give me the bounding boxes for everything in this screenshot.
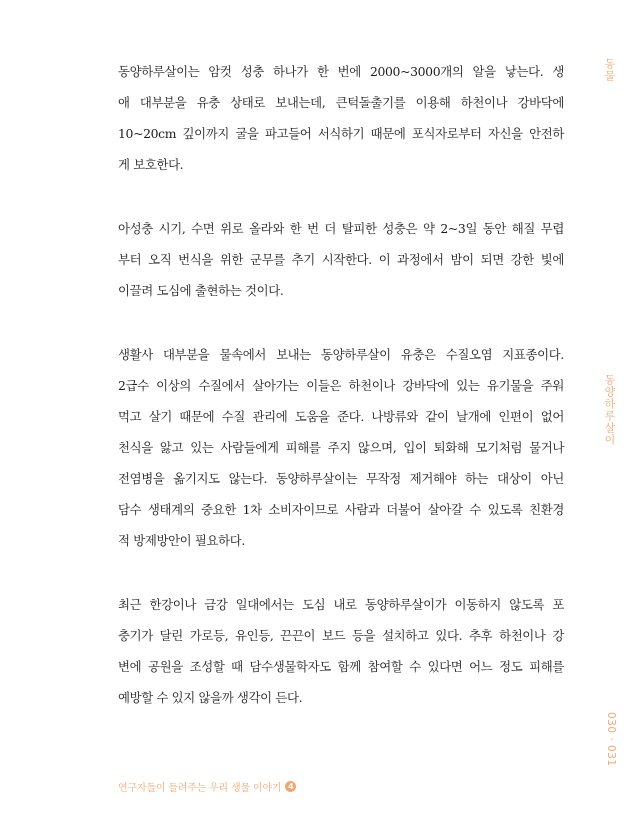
text-line: 최근 한강이나 금강 일대에서는 도심 내로 동양하루살이가 이동하지 않도록 포 [118,597,564,612]
text-line: 먹고 살기 때문에 수질 관리에 도움을 준다. 나방류와 같이 날개에 인편이 없어 [118,409,564,424]
series-title: 연구자들이 들려주는 우리 생물 이야기 [118,783,282,794]
text-line: 충기가 달린 가로등, 유인등, 끈끈이 보드 등을 설치하고 있다. 추후 하천이나 강 [118,628,564,643]
text-line: 변에 공원을 조성할 때 담수생물학자도 함께 참여할 수 있다면 어느 정도 피해를 [118,659,564,674]
topic-label: 동양하루살이 [603,374,616,446]
text-line: 생활사 대부분을 물속에서 보내는 동양하루살이 유충은 수질오염 지표종이다. [118,347,564,362]
text-line: 10~20cm 깊이까지 굴을 파고들어 서식하기 때문에 포식자로부터 자신을 안전하 [118,126,564,141]
text-line: 아성충 시기, 수면 위로 올라와 한 번 더 탈피한 성충은 약 2~3일 동안 해질 무렵 [118,221,564,236]
text-line: 천식을 앓고 있는 사람들에게 피해를 주지 않으며, 입이 퇴화해 모기처럼 물거나 [118,440,564,455]
running-footer [118,779,296,794]
paragraph-3 [118,339,564,556]
text-line: 부터 오직 번식을 위한 군무를 추기 시작한다. 이 과정에서 밤이 되면 강한 빛에 [118,252,564,267]
volume-badge: 4 [285,781,296,792]
text-line: 동양하루살이는 암컷 성충 하나가 한 번에 2000~3000개의 알을 낳는다. 생 [118,64,564,79]
text-line: 예방할 수 있지 않을까 생각이 든다. [118,690,303,705]
paragraph-1 [118,56,564,180]
page-numbers: 030 · 031 [605,712,617,767]
text-line: 이끌려 도심에 출현하는 것이다. [118,283,284,298]
text-line: 게 보호한다. [118,157,184,172]
text-line: 전염병을 옮기지도 않는다. 동양하루살이는 무작정 제거해야 하는 대상이 아닌 [118,471,564,486]
text-line: 적 방제방안이 필요하다. [118,533,245,548]
text-line: 담수 생태계의 중요한 1차 소비자이므로 사람과 더불어 살아갈 수 있도록 친환경 [118,502,564,517]
paragraph-4 [118,589,564,713]
section-label: 동물 [603,58,616,82]
paragraph-2 [118,213,564,306]
text-line: 2급수 이상의 수질에서 살아가는 이들은 하천이나 강바닥에 있는 유기물을 주워 [118,378,564,393]
text-line: 애 대부분을 유충 상태로 보내는데, 큰턱돌출기를 이용해 하천이나 강바닥에 [118,95,564,110]
body-text [118,56,564,746]
